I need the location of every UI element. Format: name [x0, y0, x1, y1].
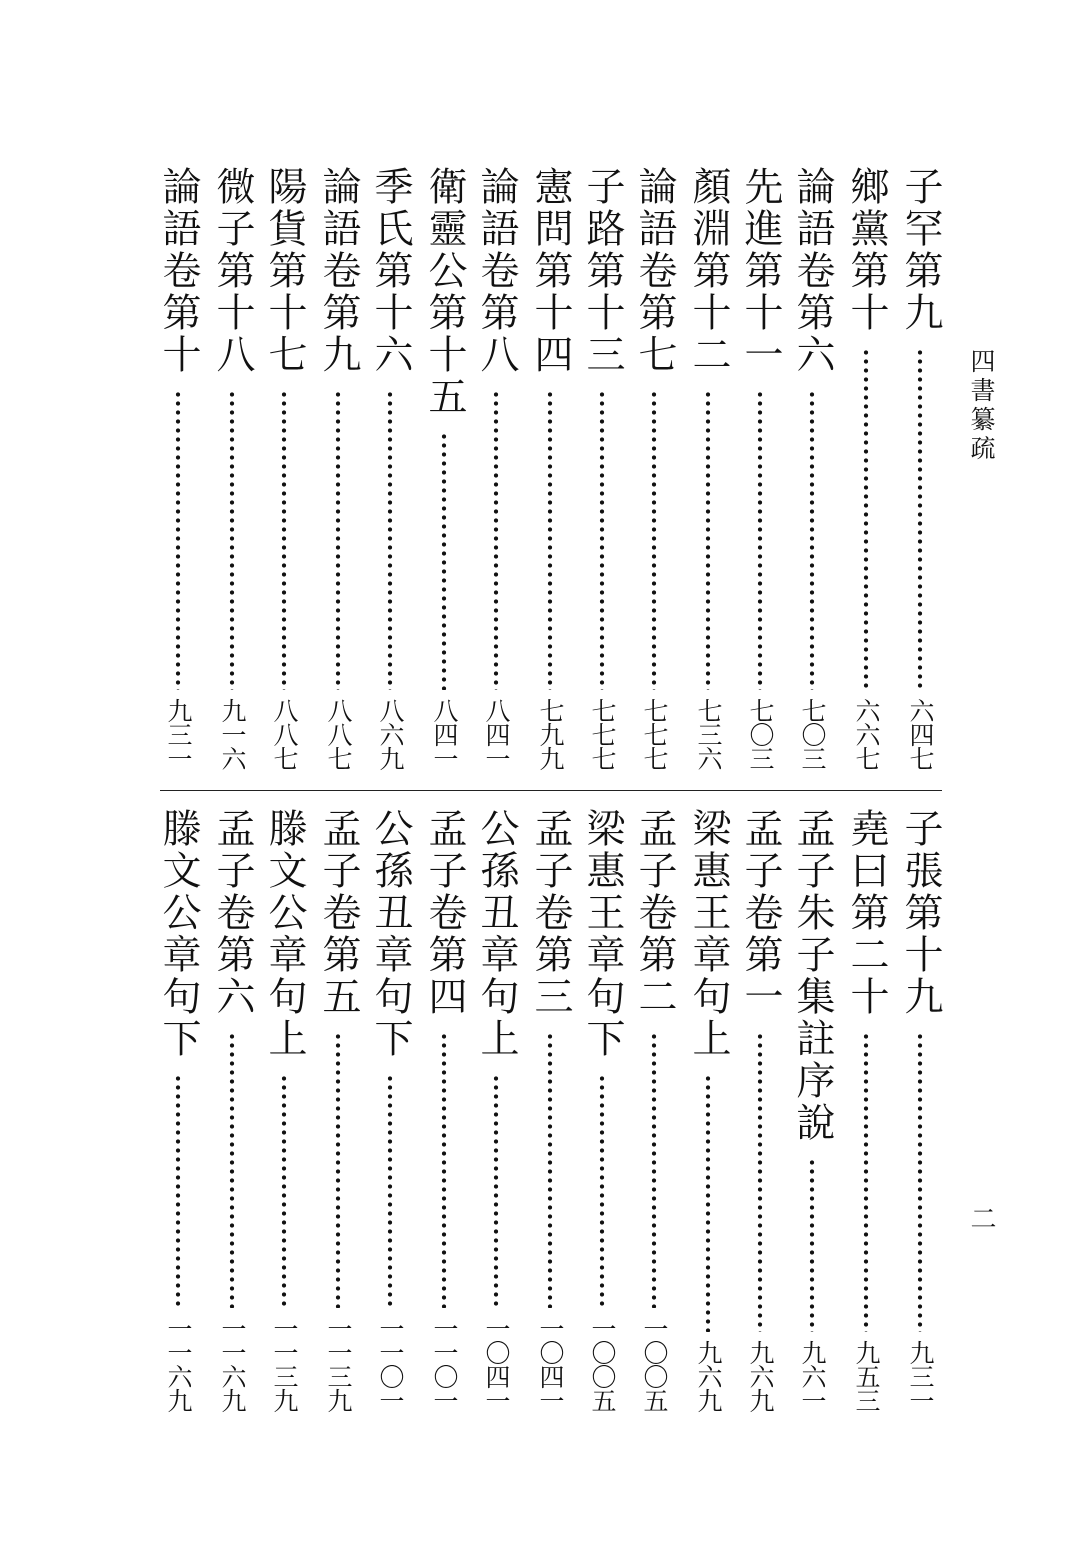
- toc-entry-title: 孟子朱子集註序說: [790, 808, 835, 1144]
- toc-entry-title: 子路第十三: [580, 166, 625, 376]
- toc-entry-page: 八八七: [324, 698, 353, 770]
- toc-entry-page: 八四一: [482, 698, 511, 770]
- toc-entry-page: 九六一: [798, 1340, 827, 1412]
- leader-dots: [651, 390, 657, 690]
- leader-dots: [547, 390, 553, 690]
- toc-entry-title: 堯曰第二十: [844, 808, 889, 1018]
- toc-entry-page: 九三一: [164, 698, 193, 770]
- toc-entry-page: 八四一: [430, 698, 459, 770]
- toc-entry-title: 孟子卷第四: [422, 808, 467, 1018]
- leader-dots: [599, 390, 605, 690]
- leader-dots: [547, 1032, 553, 1308]
- toc-entry: [528, 808, 572, 1412]
- toc-entry: [580, 808, 624, 1412]
- toc-entry-page: 七九九: [536, 698, 565, 770]
- toc-entry: [632, 166, 676, 770]
- toc-entry-title: 論語卷第九: [316, 166, 361, 376]
- toc-entry: [422, 808, 466, 1412]
- toc-entry-title: 論語卷第十: [156, 166, 201, 376]
- toc-entry-title: 季氏第十六: [368, 166, 413, 376]
- toc-entry: [580, 166, 624, 770]
- toc-entry-page: 九六九: [746, 1340, 775, 1412]
- toc-entry-title: 論語卷第六: [790, 166, 835, 376]
- toc-entry-title: 孟子卷第五: [316, 808, 361, 1018]
- leader-dots: [599, 1074, 605, 1308]
- toc-entry: [262, 808, 306, 1412]
- toc-entry: [368, 808, 412, 1412]
- toc-entry: [686, 166, 730, 770]
- leader-dots: [229, 390, 235, 690]
- toc-entry: [738, 166, 782, 770]
- toc-entry-title: 子罕第九: [898, 166, 943, 334]
- leader-dots: [917, 348, 923, 690]
- leader-dots: [705, 1074, 711, 1332]
- toc-entry-title: 論語卷第八: [474, 166, 519, 376]
- toc-entry-page: 九五三: [852, 1340, 881, 1412]
- toc-entry-page: 一一三九: [270, 1316, 299, 1412]
- leader-dots: [493, 390, 499, 690]
- toc-entry-page: 六六七: [852, 698, 881, 770]
- toc-entry-title: 衛靈公第十五: [422, 166, 467, 418]
- running-title: 四書纂疏: [967, 348, 996, 464]
- toc-entry-page: 七七七: [640, 698, 669, 770]
- toc-entry-page: 八六九: [376, 698, 405, 770]
- toc-entry: [210, 166, 254, 770]
- leader-dots: [387, 390, 393, 690]
- leader-dots: [335, 390, 341, 690]
- toc-entry-title: 滕文公章句上: [262, 808, 307, 1060]
- leader-dots: [809, 390, 815, 690]
- toc-entry: [210, 808, 254, 1412]
- toc-entry-page: 七〇三: [746, 698, 775, 770]
- toc-entry: [262, 166, 306, 770]
- leader-dots: [493, 1074, 499, 1308]
- toc-entry-title: 公孫丑章句下: [368, 808, 413, 1060]
- leader-dots: [757, 390, 763, 690]
- toc-entry: [156, 166, 200, 770]
- toc-entry-title: 孟子卷第六: [210, 808, 255, 1018]
- toc-entry-page: 九一六: [218, 698, 247, 770]
- toc-entry-page: 一一六九: [164, 1316, 193, 1412]
- toc-entry-page: 一〇四一: [536, 1316, 565, 1412]
- leader-dots: [705, 390, 711, 690]
- toc-entry-title: 陽貨第十七: [262, 166, 307, 376]
- toc-entry: [790, 166, 834, 770]
- toc-entry-page: 一〇〇五: [588, 1316, 617, 1412]
- toc-entry-title: 微子第十八: [210, 166, 255, 376]
- toc-entry: [316, 166, 360, 770]
- toc-entry: [738, 808, 782, 1412]
- toc-entry-title: 鄉黨第十: [844, 166, 889, 334]
- toc-entry-title: 顏淵第十二: [686, 166, 731, 376]
- toc-entry-title: 論語卷第七: [632, 166, 677, 376]
- toc-entry: [790, 808, 834, 1412]
- leader-dots: [863, 348, 869, 690]
- toc-entry-page: 七〇三: [798, 698, 827, 770]
- toc-entry: [368, 166, 412, 770]
- toc-entry: [632, 808, 676, 1412]
- toc-entry: [316, 808, 360, 1412]
- leader-dots: [175, 390, 181, 690]
- toc-entry-title: 梁惠王章句下: [580, 808, 625, 1060]
- toc-entry-title: 子張第十九: [898, 808, 943, 1018]
- toc-entry-page: 一一〇一: [376, 1316, 405, 1412]
- toc-entry-page: 八八七: [270, 698, 299, 770]
- leader-dots: [281, 390, 287, 690]
- toc-entry: [898, 808, 942, 1412]
- toc-entry-page: 七七七: [588, 698, 617, 770]
- leader-dots: [335, 1032, 341, 1308]
- toc-entry-page: 一一〇一: [430, 1316, 459, 1412]
- toc-entry: [474, 808, 518, 1412]
- toc-entry-page: 一〇四一: [482, 1316, 511, 1412]
- toc-entry-page: 一〇〇五: [640, 1316, 669, 1412]
- leader-dots: [387, 1074, 393, 1308]
- leader-dots: [175, 1074, 181, 1308]
- toc-entry-page: 一一六九: [218, 1316, 247, 1412]
- page-number: 二: [966, 1205, 996, 1231]
- toc-entry-page: 九三一: [906, 1340, 935, 1412]
- toc-entry-title: 孟子卷第一: [738, 808, 783, 1018]
- leader-dots: [441, 432, 447, 690]
- toc-entry-title: 憲問第十四: [528, 166, 573, 376]
- leader-dots: [809, 1158, 815, 1332]
- toc-entry-title: 先進第十一: [738, 166, 783, 376]
- toc-entry: [844, 166, 888, 770]
- toc-entry-title: 孟子卷第三: [528, 808, 573, 1018]
- toc-entry-page: 七三六: [694, 698, 723, 770]
- toc-entry-title: 滕文公章句下: [156, 808, 201, 1060]
- leader-dots: [863, 1032, 869, 1332]
- section-divider: [160, 790, 942, 791]
- toc-entry: [844, 808, 888, 1412]
- toc-entry-page: 六四七: [906, 698, 935, 770]
- leader-dots: [757, 1032, 763, 1332]
- leader-dots: [651, 1032, 657, 1308]
- toc-entry-title: 孟子卷第二: [632, 808, 677, 1018]
- leader-dots: [441, 1032, 447, 1308]
- toc-entry: [474, 166, 518, 770]
- toc-entry: [528, 166, 572, 770]
- toc-entry-page: 九六九: [694, 1340, 723, 1412]
- toc-entry: [898, 166, 942, 770]
- toc-entry-title: 公孫丑章句上: [474, 808, 519, 1060]
- leader-dots: [281, 1074, 287, 1308]
- toc-entry: [422, 166, 466, 770]
- leader-dots: [229, 1032, 235, 1308]
- toc-entry-title: 梁惠王章句上: [686, 808, 731, 1060]
- toc-entry-page: 一一三九: [324, 1316, 353, 1412]
- toc-entry: [156, 808, 200, 1412]
- leader-dots: [917, 1032, 923, 1332]
- toc-entry: [686, 808, 730, 1412]
